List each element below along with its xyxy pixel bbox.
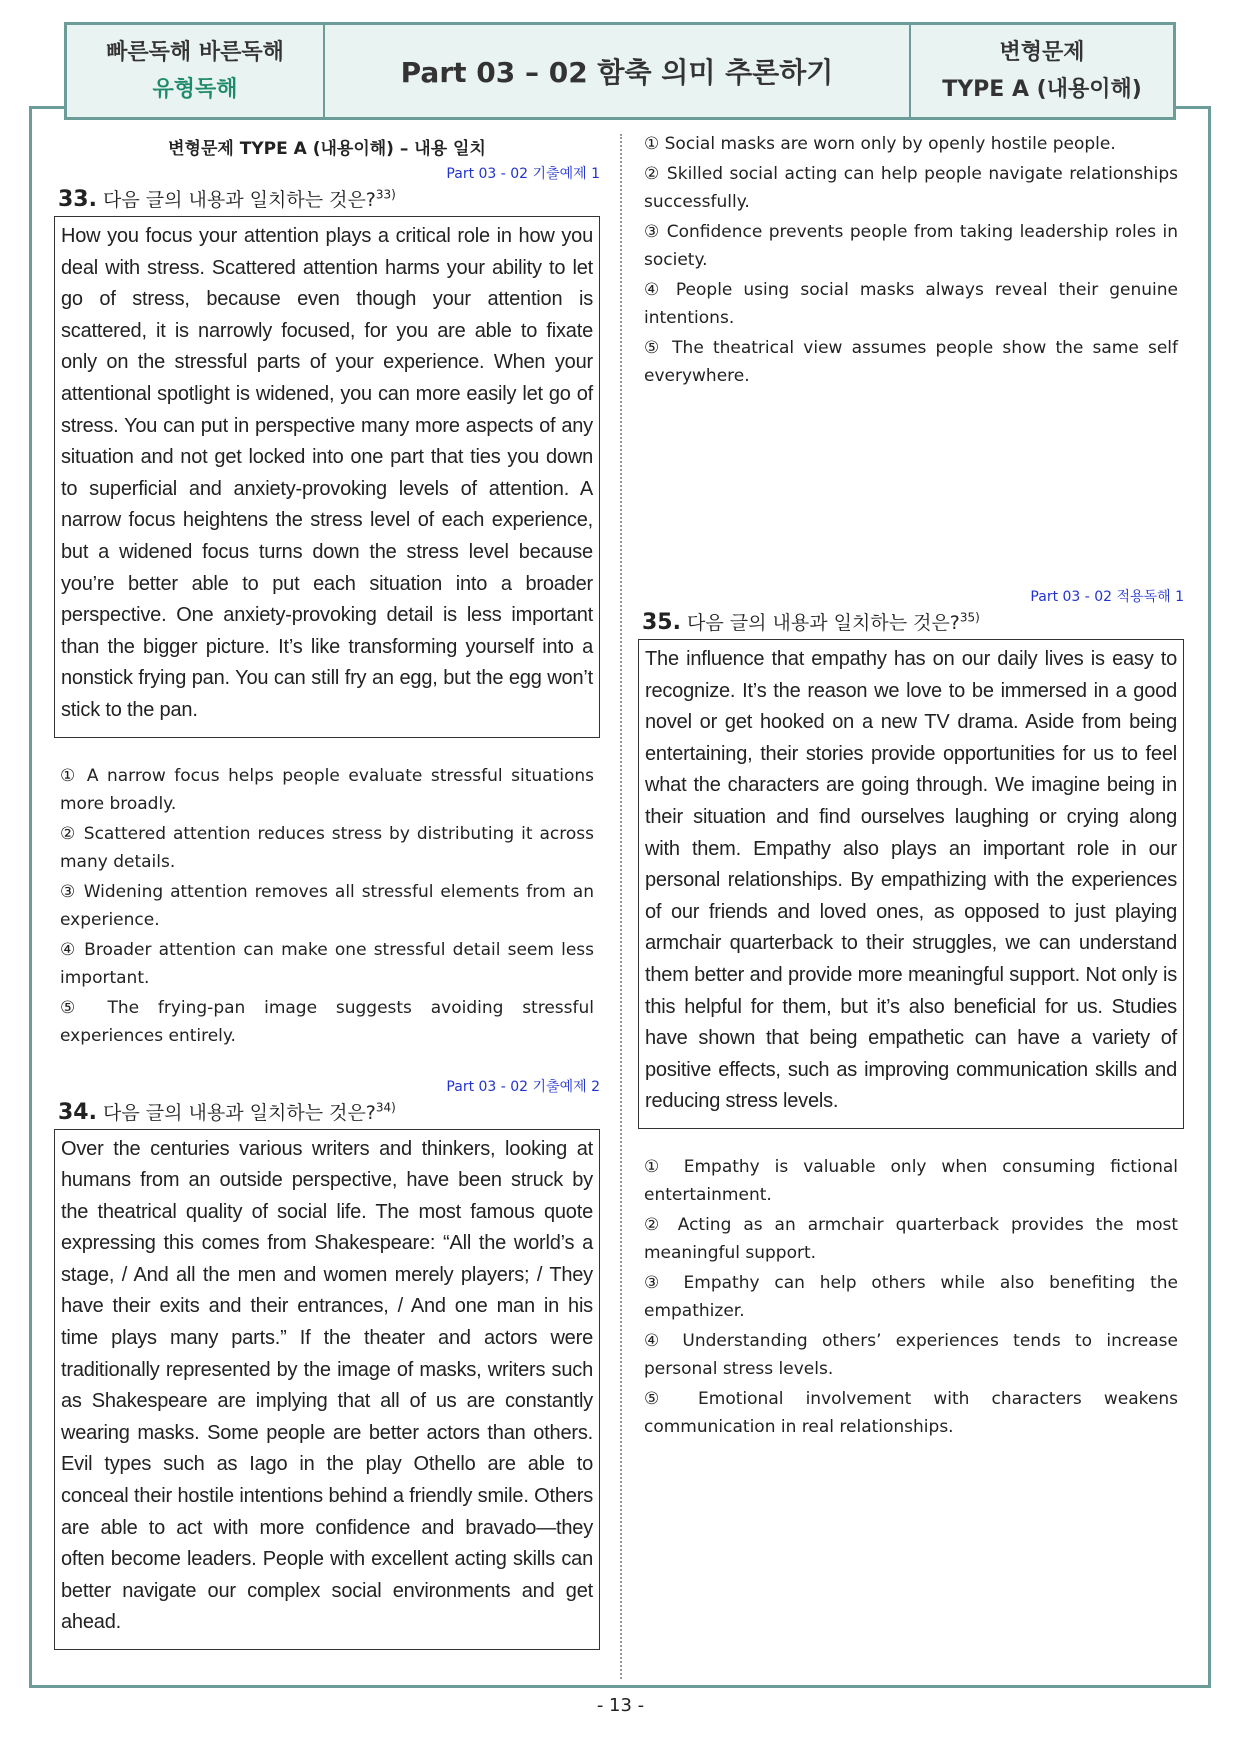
footnote-marker: 35) xyxy=(959,610,980,625)
question-35 xyxy=(638,586,1184,1443)
question-33 xyxy=(54,163,600,1050)
option-2: ② Scattered attention reduces stress by distributing it across many details. xyxy=(60,823,594,872)
option-3: ③ Confidence prevents people from taking leadership roles in society. xyxy=(644,222,1178,270)
header-type xyxy=(909,25,1173,117)
passage-box: How you focus your attention plays a critical role in how you deal with stress. Scattered attention harms your ability to let go of stress, because even though your attention is scattered, it is narrowly focused, for you are able to fixate only on the stressful parts of your experience. When your attentional spotlight is widened, you can more easily let go of stress. You can put in perspective many more aspects of any situation and not get locked into one part that ties you down to superficial and anxiety-provoking levels of attention. A narrow focus heightens the stress level of each experience, but a widened focus turns down the stress level because you’re better able to put each situation into a broader perspective. One anxiety-provoking detail is less important than the bigger picture. It’s like transforming yourself into a nonstick frying pan. You can still fry an egg, but the egg won’t stick to the pan. xyxy=(54,216,600,738)
page-header xyxy=(64,22,1176,120)
question-source: Part 03 - 02 기출예제 1 xyxy=(446,166,600,182)
footnote-marker: 33) xyxy=(375,187,396,202)
question-source: Part 03 - 02 적용독해 1 xyxy=(1030,589,1184,605)
option-5: ⑤ The frying-pan image suggests avoiding stressful experiences entirely. xyxy=(60,997,594,1046)
column-divider xyxy=(620,134,622,1679)
header-series-title: 빠른독해 바른독해 xyxy=(106,40,284,65)
question-prompt: 다음 글의 내용과 일치하는 것은? xyxy=(687,612,960,634)
option-4: ④ Broader attention can make one stressful detail seem less important. xyxy=(60,939,594,988)
question-prompt-line xyxy=(642,608,1184,635)
question-prompt-line xyxy=(58,185,600,212)
question-prompt-line xyxy=(58,1098,600,1125)
answer-options xyxy=(54,762,600,1050)
footnote-marker: 34) xyxy=(375,1100,396,1115)
question-number: 34. xyxy=(58,1099,97,1125)
left-column xyxy=(54,130,600,1650)
option-5: ⑤ The theatrical view assumes people show the same self everywhere. xyxy=(644,338,1178,386)
passage-box: Over the centuries various writers and thinkers, looking at humans from an outside perspective, have been struck by the theatrical quality of social life. The most famous quote expressing this comes from Shakespeare: “All the world’s a stage, / And all the men and women merely players; / They have their exits and their entrances, / And one man in his time plays many parts.” If the theater and actors were traditionally represented by the image of masks, writers such as Shakespeare are implying that all of us are constantly wearing masks. Some people are better actors than others. Evil types such as Iago in the play Othello are able to conceal their hostile intentions behind a friendly smile. Others are able to act with more confidence and bravado—they often become leaders. People with excellent acting skills can better navigate our complex social environments and get ahead. xyxy=(54,1129,600,1651)
question-34 xyxy=(54,1076,600,1651)
option-4: ④ People using social masks always reveal their genuine intentions. xyxy=(644,280,1178,328)
answer-options-34 xyxy=(638,130,1184,390)
question-source: Part 03 - 02 기출예제 2 xyxy=(446,1078,600,1095)
header-type-line1: 변형문제 xyxy=(999,40,1085,65)
option-4: ④ Understanding others’ experiences tends to increase personal stress levels. xyxy=(644,1330,1178,1379)
header-type-line2: TYPE A (내용이해) xyxy=(942,77,1142,102)
header-series-subtitle: 유형독해 xyxy=(152,77,238,102)
question-number: 33. xyxy=(58,187,97,212)
answer-options xyxy=(638,1153,1184,1441)
page-number: - 13 - xyxy=(596,1695,645,1716)
section-title: 변형문제 TYPE A (내용이해) – 내용 일치 xyxy=(168,139,486,159)
option-1: ① A narrow focus helps people evaluate stressful situations more broadly. xyxy=(60,765,594,814)
option-2: ② Skilled social acting can help people navigate relationships successfully. xyxy=(644,164,1178,212)
option-1: ① Social masks are worn only by openly hostile people. xyxy=(644,134,1116,154)
question-number: 35. xyxy=(642,610,681,635)
right-column xyxy=(638,130,1184,1437)
question-prompt: 다음 글의 내용과 일치하는 것은? xyxy=(103,1101,376,1124)
option-5: ⑤ Emotional involvement with characters weakens communication in real relationships. xyxy=(644,1388,1178,1437)
option-3: ③ Empathy can help others while also benefiting the empathizer. xyxy=(644,1272,1178,1321)
question-prompt: 다음 글의 내용과 일치하는 것은? xyxy=(103,189,376,211)
header-title: Part 03 – 02 함축 의미 추론하기 xyxy=(400,56,834,89)
option-3: ③ Widening attention removes all stressful elements from an experience. xyxy=(60,881,594,930)
option-2: ② Acting as an armchair quarterback provides the most meaningful support. xyxy=(644,1214,1178,1263)
passage-box: The influence that empathy has on our daily lives is easy to recognize. It’s the reason we love to be immersed in a good novel or get hooked on a new TV drama. Aside from being entertaining, their stories provide opportunities for us to feel what the characters are going through. We imagine being in their situation and find ourselves laughing or crying along with them. Empathy also plays an important role in our personal relationships. By empathizing with the experiences of our friends and loved ones, as opposed to just playing armchair quarterback to their struggles, we can understand them better and provide more meaningful support. Not only is this helpful for them, but it’s also beneficial for us. Studies have shown that being empathetic can have a variety of positive effects, such as improving communication skills and reducing stress levels. xyxy=(638,639,1184,1129)
option-1: ① Empathy is valuable only when consuming fictional entertainment. xyxy=(644,1156,1178,1205)
header-series xyxy=(67,25,325,117)
